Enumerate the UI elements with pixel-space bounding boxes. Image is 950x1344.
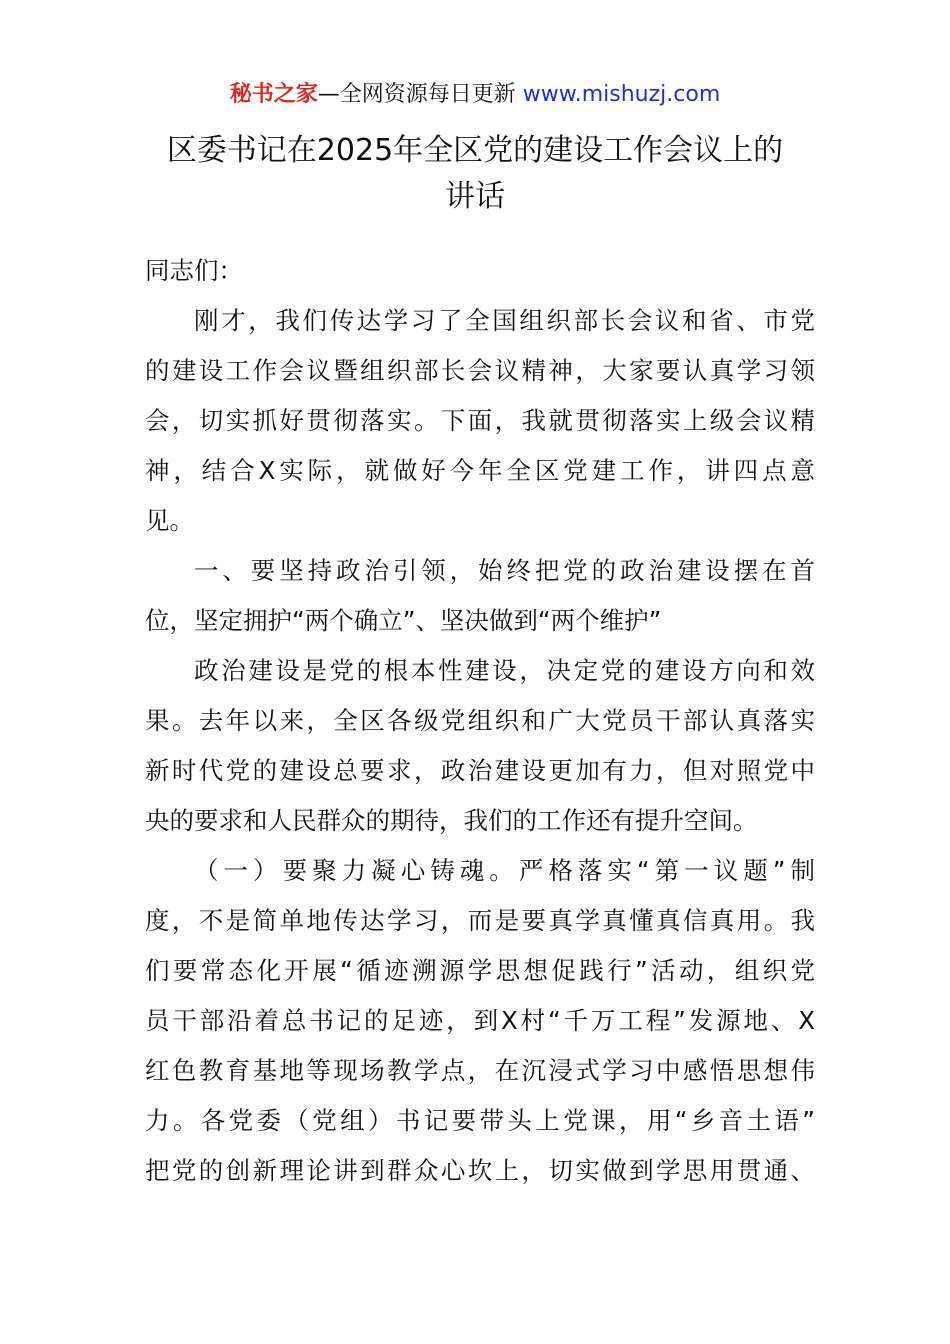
body-line: 神，结合X实际，就做好今年全区党建工作，讲四点意 bbox=[145, 456, 815, 485]
title-line: 讲话 bbox=[445, 179, 505, 214]
body-line: 把党的创新理论讲到群众心坎上，切实做到学思用贯通、 bbox=[145, 1156, 815, 1185]
site-header bbox=[0, 78, 950, 112]
document-body bbox=[145, 246, 815, 1196]
salutation: 同志们： bbox=[145, 256, 243, 285]
body-line: 们要常态化开展“循迹溯源学思想促践行”活动，组织党 bbox=[145, 956, 815, 985]
body-line: 果。去年以来，全区各级党组织和广大党员干部认真落实 bbox=[145, 706, 815, 735]
body-line: 政治建设是党的根本性建设，决定党的建设方向和效 bbox=[194, 656, 815, 685]
site-brand: 秘书之家 bbox=[229, 82, 318, 107]
body-line: 央的要求和人民群众的期待，我们的工作还有提升空间。 bbox=[145, 806, 758, 835]
section-heading-line: 一、要坚持政治引领，始终把党的政治建设摆在首 bbox=[194, 556, 815, 585]
document-title bbox=[120, 128, 830, 220]
section-heading-line: 位，坚定拥护“两个确立”、坚决做到“两个维护” bbox=[145, 606, 662, 635]
body-line: 度，不是简单地传达学习，而是要真学真懂真信真用。我 bbox=[145, 906, 815, 935]
body-line: 新时代党的建设总要求，政治建设更加有力，但对照党中 bbox=[145, 756, 815, 785]
body-line: 见。 bbox=[145, 506, 194, 535]
body-line: （一）要聚力凝心铸魂。严格落实“第一议题”制 bbox=[194, 856, 815, 885]
body-line: 会，切实抓好贯彻落实。下面，我就贯彻落实上级会议精 bbox=[145, 406, 815, 435]
site-url[interactable]: www.mishuzj.com bbox=[522, 82, 721, 107]
site-tagline: —全网资源每日更新 bbox=[317, 82, 523, 107]
body-line: 力。各党委（党组）书记要带头上党课，用“乡音土语” bbox=[145, 1106, 815, 1135]
title-line: 区委书记在2025年全区党的建设工作会议上的 bbox=[166, 133, 784, 168]
body-line: 红色教育基地等现场教学点，在沉浸式学习中感悟思想伟 bbox=[145, 1056, 815, 1085]
body-line: 的建设工作会议暨组织部长会议精神，大家要认真学习领 bbox=[145, 356, 815, 385]
body-line: 刚才，我们传达学习了全国组织部长会议和省、市党 bbox=[194, 306, 815, 335]
body-line: 员干部沿着总书记的足迹，到X村“千万工程”发源地、X bbox=[145, 1006, 815, 1035]
